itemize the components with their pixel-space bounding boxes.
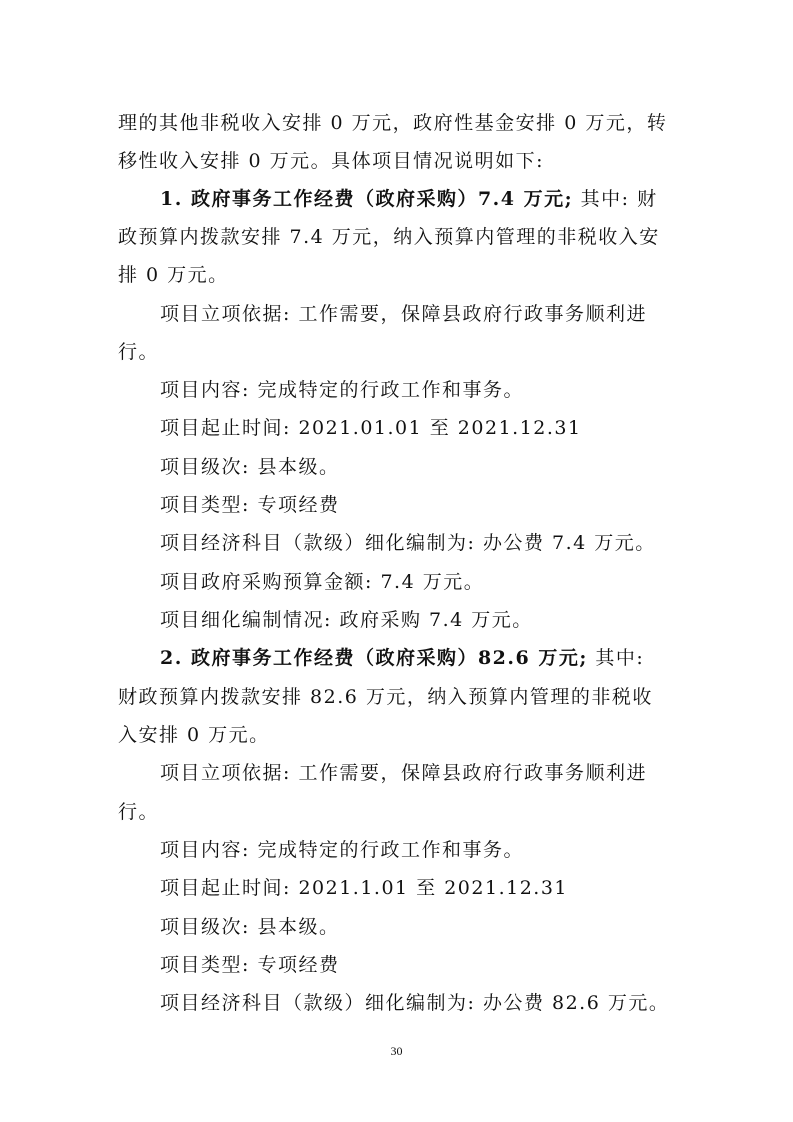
- text-line: 项目政府采购预算金额: 7.4 万元。: [160, 571, 485, 593]
- text-line: 项目类型: 专项经费: [160, 494, 340, 516]
- text-line: 入安排 0 万元。: [118, 724, 270, 746]
- text-fragment: 其中: 财: [573, 188, 658, 210]
- text-line: 排 0 万元。: [118, 264, 229, 286]
- text-line: 项目起止时间: 2021.1.01 至 2021.12.31: [160, 877, 569, 899]
- text-line: 行。: [118, 341, 160, 363]
- text-fragment: 其中:: [587, 647, 645, 669]
- text-line: 项目立项依据: 工作需要，保障县政府行政事务顺利进: [160, 303, 647, 325]
- text-line: 项目级次: 县本级。: [160, 916, 340, 938]
- text-line: 移性收入安排 0 万元。具体项目情况说明如下:: [118, 150, 545, 172]
- text-line: 项目经济科目（款级）细化编制为: 办公费 82.6 万元。: [160, 992, 670, 1014]
- text-line: 政预算内拨款安排 7.4 万元，纳入预算内管理的非税收入安: [118, 226, 660, 248]
- text-line: 项目经济科目（款级）细化编制为: 办公费 7.4 万元。: [160, 532, 656, 554]
- item-2-heading: 2. 政府事务工作经费（政府采购）82.6 万元;: [160, 647, 588, 669]
- text-line: 项目细化编制情况: 政府采购 7.4 万元。: [160, 609, 533, 631]
- text-line: 项目类型: 专项经费: [160, 954, 340, 976]
- text-line: 理的其他非税收入安排 0 万元，政府性基金安排 0 万元，转: [118, 112, 668, 134]
- page-number: 30: [390, 1044, 403, 1058]
- text-line: 财政预算内拨款安排 82.6 万元，纳入预算内管理的非税收: [118, 686, 653, 708]
- text-line: 项目起止时间: 2021.01.01 至 2021.12.31: [160, 417, 582, 439]
- text-line: 项目内容: 完成特定的行政工作和事务。: [160, 379, 524, 401]
- text-line: 项目级次: 县本级。: [160, 456, 340, 478]
- item-1-heading: 1. 政府事务工作经费（政府采购）7.4 万元;: [160, 188, 574, 210]
- item-2-heading-line: [160, 646, 644, 670]
- text-line: 项目立项依据: 工作需要，保障县政府行政事务顺利进: [160, 762, 647, 784]
- text-line: 行。: [118, 801, 160, 823]
- text-line: 项目内容: 完成特定的行政工作和事务。: [160, 839, 524, 861]
- item-1-heading-line: [160, 187, 658, 211]
